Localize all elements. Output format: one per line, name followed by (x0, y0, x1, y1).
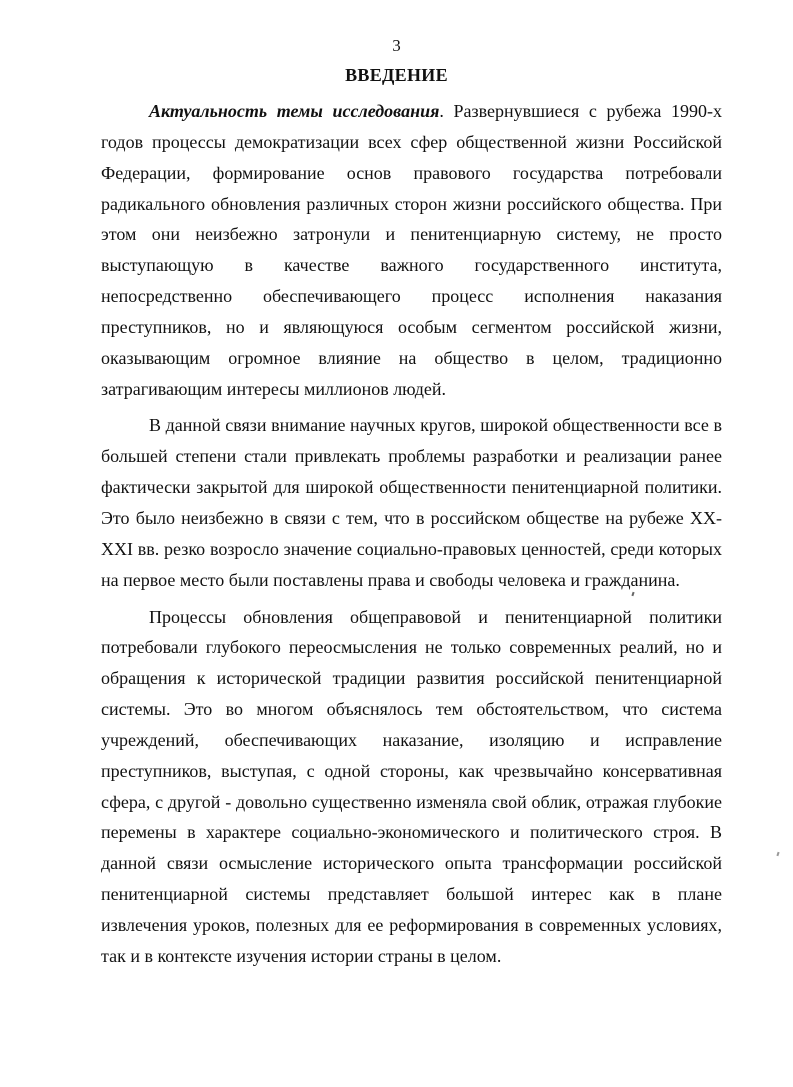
body-text (101, 96, 722, 972)
paragraph-lead: Актуальность темы исследования (149, 101, 440, 121)
page-title: ВВЕДЕНИЕ (345, 65, 448, 85)
paragraph-1 (101, 96, 722, 404)
scan-speck (776, 852, 779, 856)
page-number: 3 (392, 36, 401, 55)
paragraph-3: Процессы обновления общеправовой и пенитенциарной политики потребовали глубокого переосмысления не только современных реалий, но и обращения к исторической традиции развития российской пенитенциарной системы. Это во многом объяснялось тем обстоятельством, что система учреждений, обеспечивающих наказание, изоляцию и исправление преступников, выступая, с одной стороны, как чрезвычайно консервативная сфера, с другой - довольно существенно изменяла свой облик, отражая глубокие перемены в характере социально-экономического и политического строя. В данной связи осмысление исторического опыта трансформации российской пенитенциарной системы представляет большой интерес как в плане извлечения уроков, полезных для ее реформирования в современных условиях, так и в контексте изучения истории страны в целом. (101, 606, 722, 966)
paragraph-1-text: . Развернувшиеся с рубежа 1990-х годов процессы демократизации всех сфер общественной жизни Российской Федерации, формирование основ правового государства потребовали радикального обновления различных сторон жизни российского общества. При этом они неизбежно затронули и пенитенциарную систему, не просто выступающую в качестве важного государственного института, непосредственно обеспечивающего процесс исполнения наказания преступников, но и являющуюся особым сегментом российской жизни, оказывающим огромное влияние на общество в целом, традиционно затрагивающим интересы миллионов людей. (101, 101, 722, 399)
paragraph-2: В данной связи внимание научных кругов, широкой общественности все в большей степени стали привлекать проблемы разработки и реализации ранее фактически закрытой для широкой общественности пенитенциарной политики. Это было неизбежно в связи с тем, что в российском обществе на рубеже XX-XXI вв. резко возросло значение социально-правовых ценностей, среди которых на первое место были поставлены права и свободы человека и гражданина. (101, 415, 722, 590)
